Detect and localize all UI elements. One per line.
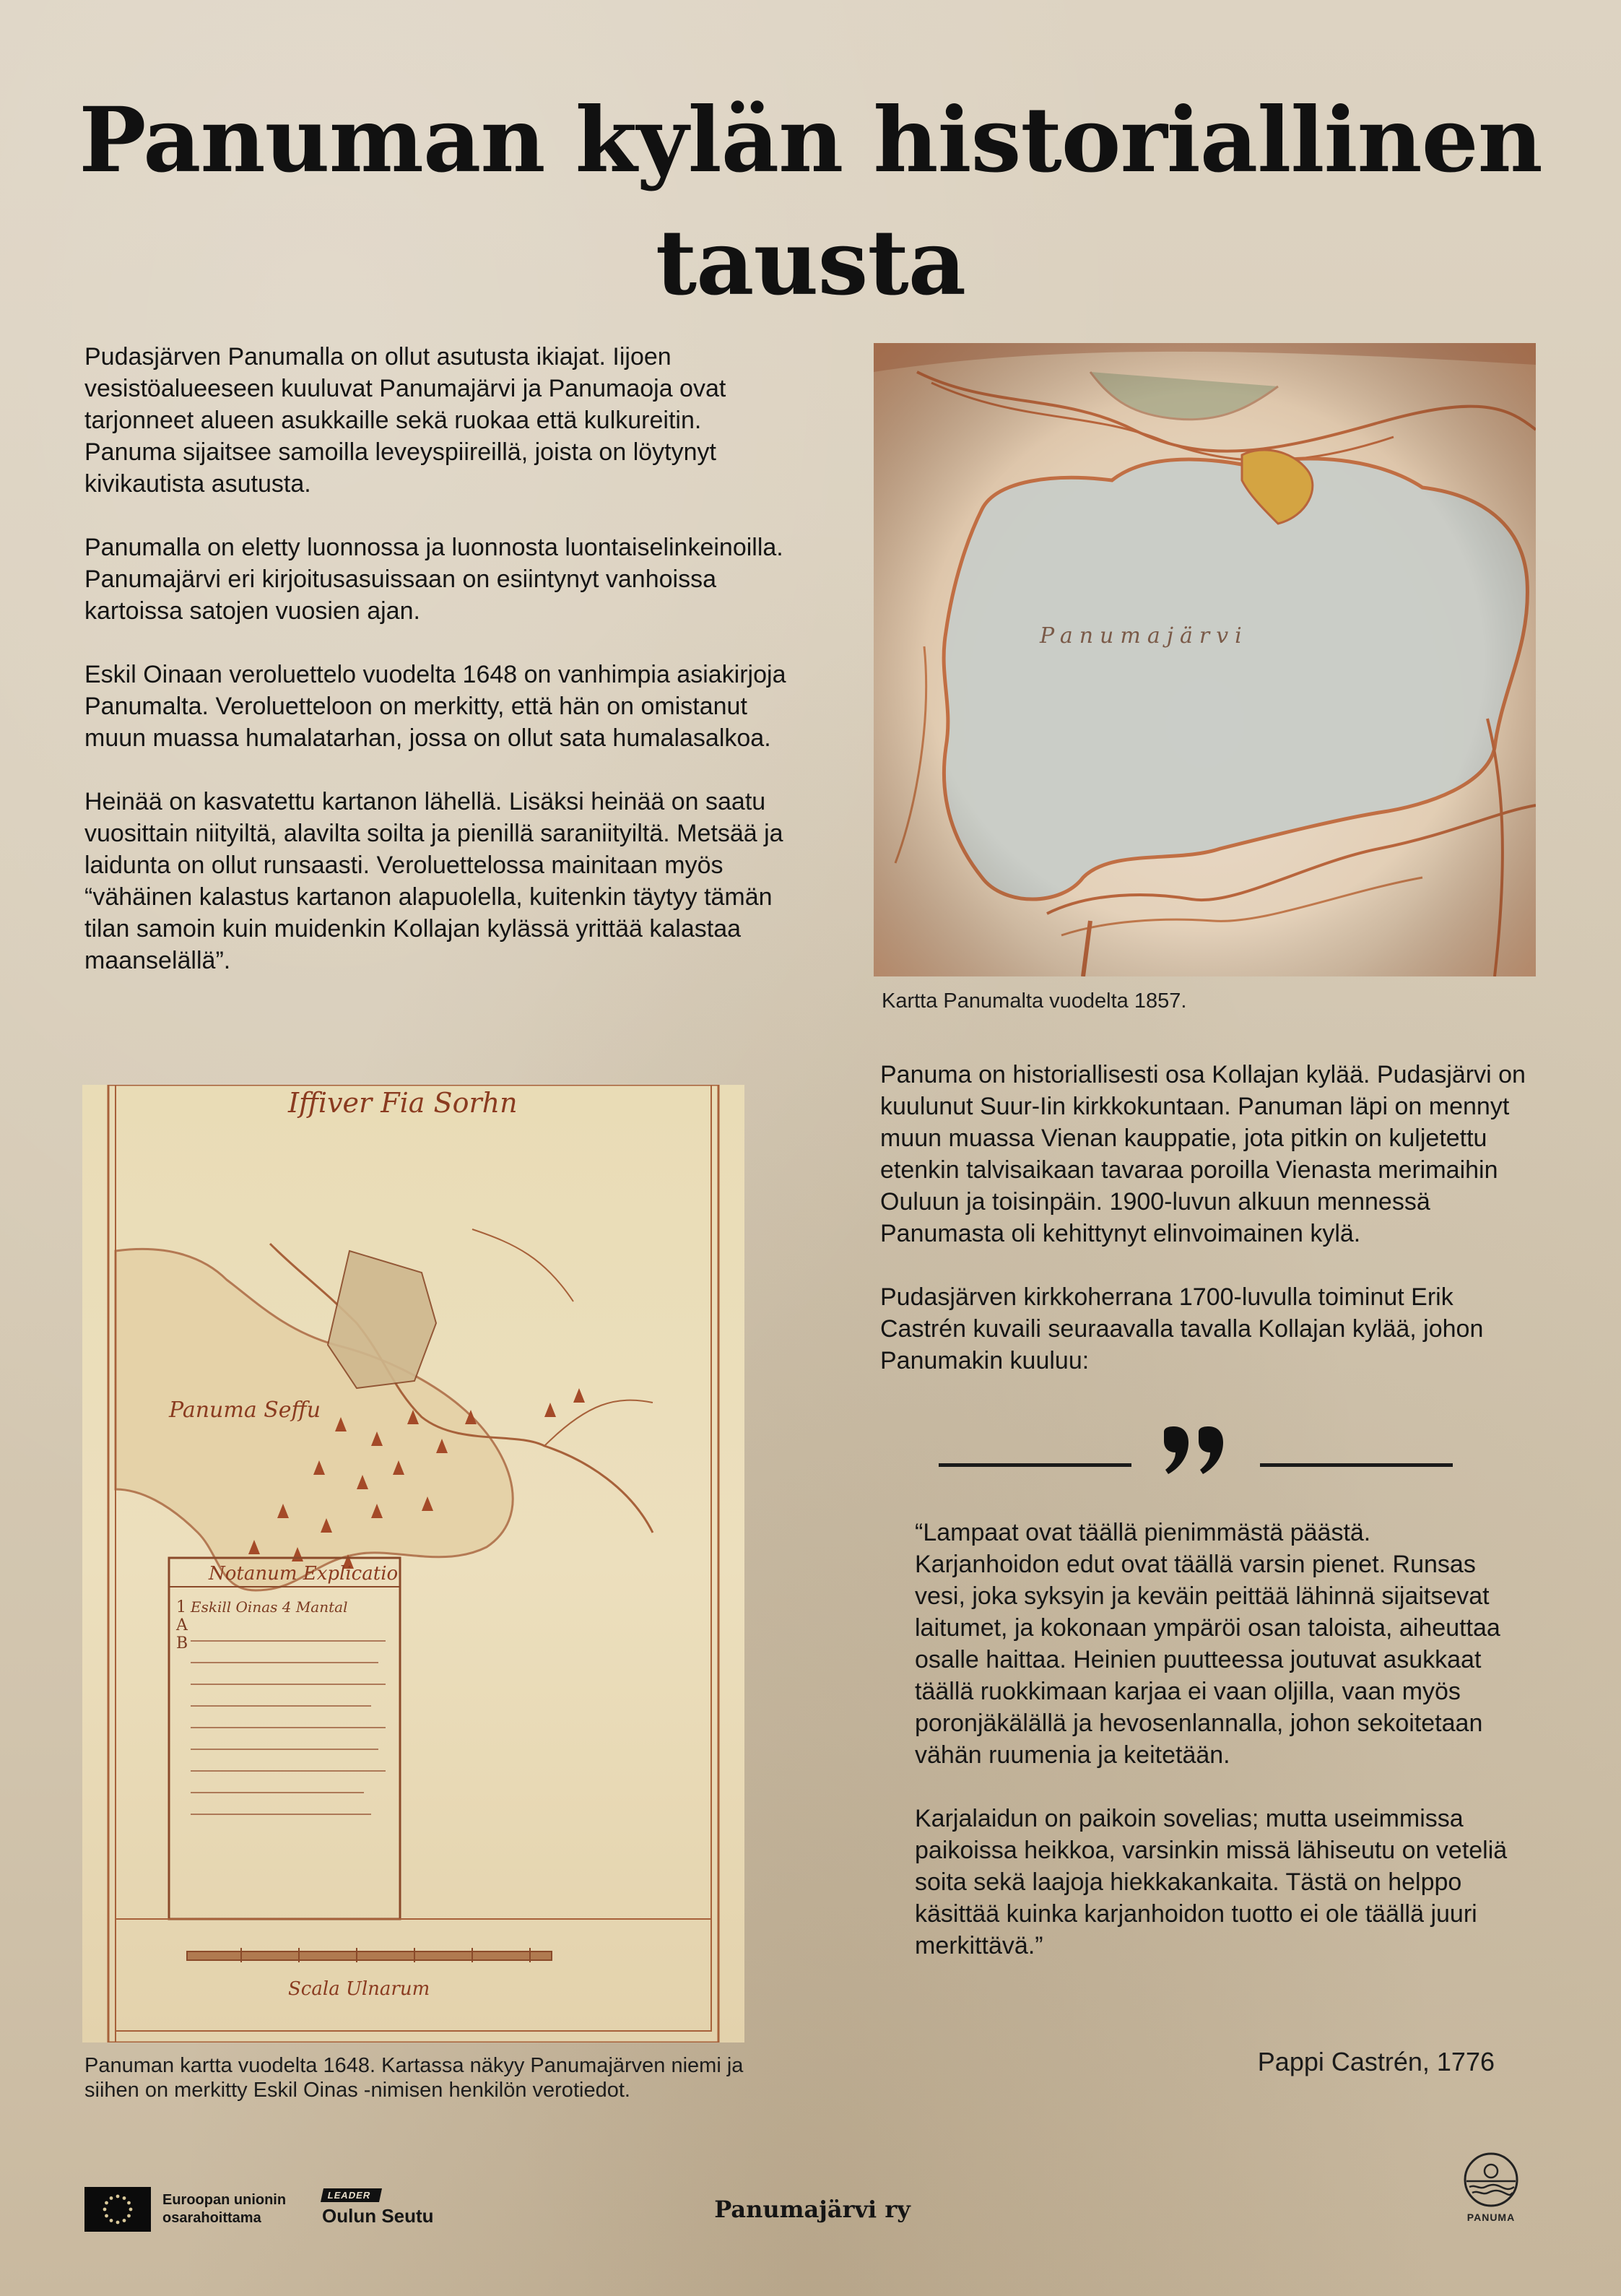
panuma-logo-icon: [1462, 2151, 1520, 2209]
paragraph: Eskil Oinaan veroluettelo vuodelta 1648 on vanhimpia asiakirjoja Panumalta. Veroluetteloon on merkitty, että hän on omistanut muun muassa humalatarhan, jossa on ollut sata humalasalkoa.: [84, 661, 786, 752]
paragraph: Pudasjärven kirkkoherrana 1700-luvulla toiminut Erik Castrén kuvaili seuraavalla tavalla Kollajan kylää, johon Panumakin kuuluu:: [880, 1283, 1484, 1374]
map-lake-label: Panuma Seffu: [169, 1398, 321, 1423]
map-row-number: A: [176, 1616, 188, 1634]
leader-badge: LEADER: [321, 2188, 382, 2202]
right-text-column: [880, 1059, 1544, 1408]
quote-divider-right: [1260, 1463, 1453, 1467]
quote-paragraph: “Lampaat ovat täällä pienimmästä päästä. Karjanhoidon edut ovat täällä varsin pienet. Runsas vesi, joka syksyin ja keväin peittää lähinnä sijaitsevat laitumet, ja kokonaan ympäröi osan taloista, aiheuttaa osalle haittaa. Heinien puutteessa joutuvat asukkaat täällä ruokkimaan karjaa ei vaan oljilla, vaan myös poronjäkälällä ja hevosenlannalla, johon sekoitetaan vähän ruumenia ja keitetään.: [915, 1519, 1500, 1769]
eu-text-line: osarahoittama: [162, 2210, 261, 2226]
map-1857-drawing: [874, 343, 1536, 976]
eu-text-line: Euroopan unionin: [162, 2192, 287, 2208]
castren-quote: [915, 1517, 1521, 1993]
panuma-logo: [1451, 2151, 1531, 2223]
paragraph: Heinää on kasvatettu kartanon lähellä. Lisäksi heinää on saatu vuosittain niityiltä, alavilta soilta ja pienillä saraniityiltä. Metsää ja laidunta on ollut runsaasti. Veroluettelossa mainitaan myös “vähäinen kalastus kartanon alapuolella, kuitenkin täytyy tämän tilan samoin kuin muidenkin Kollajan kylässä yrittää kalastaa maanselällä”.: [84, 788, 783, 974]
map-table-title: Notanum Explicatio: [209, 1563, 399, 1585]
quote-divider-left: [939, 1463, 1131, 1467]
organization-name: Panumajärvi ry: [714, 2196, 911, 2223]
paragraph: Pudasjärven Panumalla on ollut asutusta ikiajat. Iijoen vesistöalueeseen kuuluvat Panumajärvi ja Panumaoja ovat tarjonneet alueen asukkaille sekä ruokaa että kulkureitin. Panuma sijaitsee samoilla leveyspiireillä, joista on löytynyt kivikautista asutusta.: [84, 343, 726, 498]
left-text-column: [84, 341, 792, 1008]
map-scale-label: Scala Ulnarum: [288, 1978, 430, 2000]
quote-mark-icon: [1161, 1426, 1233, 1477]
leader-name: Oulun Seutu: [322, 2205, 434, 2227]
paragraph: Panumalla on eletty luonnossa ja luonnosta luontaiselinkeinoilla. Panumajärvi eri kirjoitusasuissaan on esiintynyt vanhoissa kartoissa satojen vuosien ajan.: [84, 534, 783, 625]
map-1648-caption: Panuman kartta vuodelta 1648. Kartassa näkyy Panumajärven niemi ja siihen on merkitty Eskil Oinas -nimisen henkilön verotiedot.: [84, 2054, 744, 2102]
map-row-number: B: [176, 1634, 188, 1652]
map-1648-drawing: [82, 1085, 744, 2042]
eu-flag-icon: [84, 2187, 151, 2232]
map-1648-image: [82, 1085, 744, 2042]
logo-text: PANUMA: [1466, 2211, 1516, 2223]
map-1857-caption: Kartta Panumalta vuodelta 1857.: [882, 989, 1187, 1013]
page-title: Panuman kylän historiallinen tausta: [79, 88, 1542, 316]
map-top-label: Iffiver Fia Sorhn: [288, 1087, 518, 1119]
quote-author: Pappi Castrén, 1776: [1257, 2047, 1495, 2076]
map-row-number: 1: [176, 1598, 186, 1616]
eu-funding-logo: [84, 2187, 286, 2232]
map-1857-image: [874, 343, 1536, 976]
leader-logo: [322, 2188, 434, 2227]
quote-paragraph: Karjalaidun on paikoin sovelias; mutta useimmissa paikoissa heikkoa, varsinkin missä lähiseutu on veteliä soita sekä laajoja hiekkakankaita. Tästä on helppo käsittää kuinka karjanhoidon tuotto ei ole täällä juuri merkittävä.”: [915, 1805, 1508, 1959]
map-table-row: Eskill Oinas 4 Mantal: [191, 1598, 348, 1616]
paragraph: Panuma on historiallisesti osa Kollajan kylää. Pudasjärvi on kuulunut Suur-Iin kirkkokuntaan. Panuman läpi on mennyt muun muassa Vienan kauppatie, jota pitkin on kuljetettu etenkin talvisaikaan tavaraa poroilla Vienasta merimaihin Ouluun ja toisinpäin. 1900-luvun alkuun mennessä Panumasta oli kehittynyt elinvoimainen kylä.: [880, 1061, 1526, 1247]
